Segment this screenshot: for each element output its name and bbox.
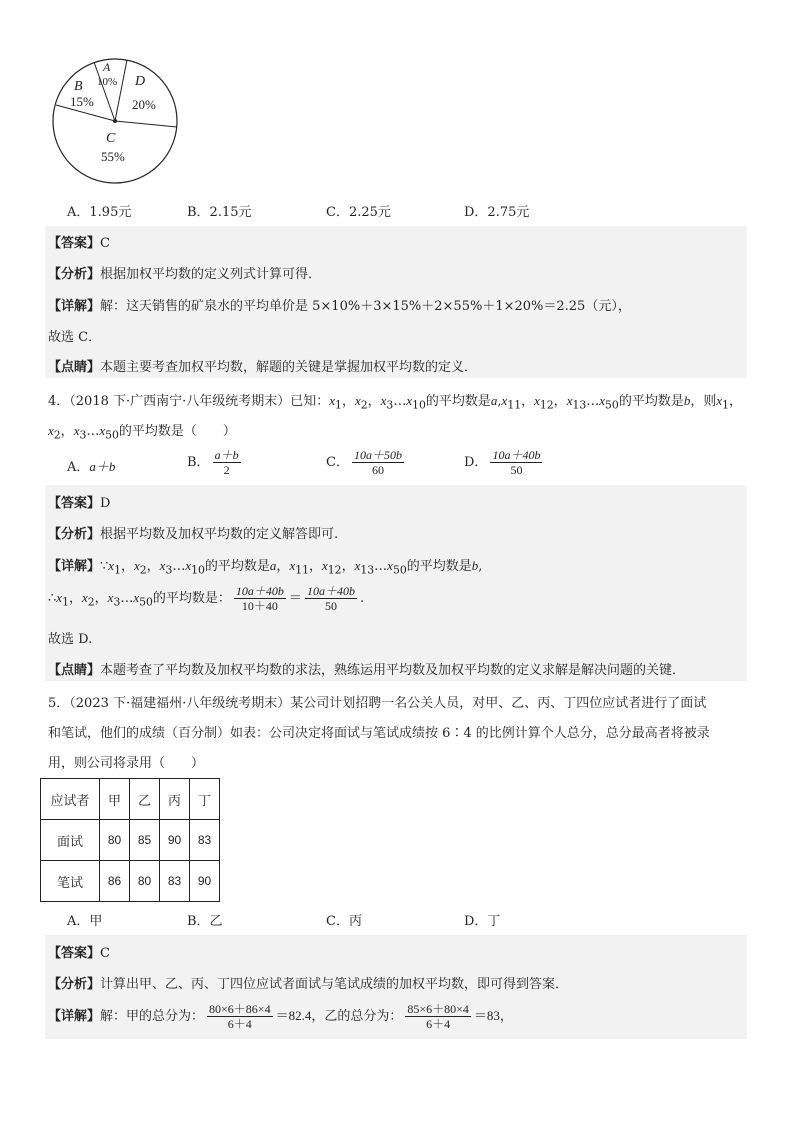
q3-comment: 【点睛】本题主要考查加权平均数，解题的关键是掌握加权平均数的定义． (48, 360, 478, 375)
q4-option-d: D． $\frac{10a+40b}{50}$ (464, 448, 541, 477)
table-cell: 85 (130, 820, 160, 861)
pie-slice-a-label: A (103, 60, 111, 74)
q4-option-b: B． $\frac{a+b}{2}$ (187, 448, 239, 477)
q5-option-d: D．丁 (464, 914, 501, 929)
q5-option-a: A．甲 (67, 914, 103, 929)
q3-answer: 【答案】C (48, 236, 110, 251)
q4-detail-line1: 【详解】$\because x_1$，$x_2$，$x_3\dots x_{10}$的平均数是a，$x_{11}$，$x_{12}$，$x_{13}\dots x_{50}$的平均数是b, (48, 558, 483, 577)
q5-stem-line3: 用，则公司将录用（ ） (48, 756, 205, 771)
pie-slice-c-label: C (106, 131, 116, 146)
q4-option-a: A．a＋b (67, 459, 116, 475)
table-row (41, 820, 220, 861)
q5-analysis: 【分析】计算出甲、乙、丙、丁四位应试者面试与笔试成绩的加权平均数，即可得到答案． (48, 977, 569, 992)
pie-divider-dc (115, 121, 177, 127)
q5-option-c: C．丙 (326, 914, 362, 929)
table-header-cell: 应试者 (41, 779, 100, 820)
pie-slice-d-label: D (135, 74, 146, 89)
table-header-cell: 丙 (160, 779, 190, 820)
q3-option-d: D．2.75元 (464, 205, 530, 220)
pie-slice-b-label: B (74, 79, 83, 94)
table-header-cell: 甲 (100, 779, 130, 820)
table-header-row (41, 779, 220, 820)
q3-detail: 【详解】解：这天销售的矿泉水的平均单价是 5×10%＋3×15%＋2×55%＋1×20%＝2.25（元）， (48, 299, 631, 314)
q5-detail: 【详解】解：甲的总分为： $\frac{80\times 6+86\times 4}{6+4}$ ＝82.4，乙的总分为： $\frac{85\times 6+80\times 4}{6+4}$ ＝83， (48, 1002, 513, 1031)
q4-choose: 故选 D. (48, 632, 93, 647)
q4-answer: 【答案】D (48, 496, 111, 511)
q4-analysis: 【分析】根据平均数及加权平均数的定义解答即可. (48, 527, 339, 542)
q3-choose: 故选 C． (48, 330, 102, 345)
q4-solution-block (45, 485, 747, 681)
pie-slice-a-value: 10% (97, 76, 118, 88)
q4-detail-line2: $\therefore x_1$，$x_2$，$x_3\dots x_{50}$的平均数是： $\frac{10a+40b}{10+40}$ ＝ $\frac{10a+40b}{50}$ . (48, 584, 365, 613)
q4-option-c: C． $\frac{10a+50b}{60}$ (326, 448, 402, 477)
pie-slice-d-value: 20% (132, 97, 156, 112)
table-header-cell: 丁 (190, 779, 220, 820)
q3-analysis: 【分析】根据加权平均数的定义列式计算可得． (48, 267, 322, 282)
q3-option-b: B．2.15元 (187, 205, 252, 220)
table-cell: 83 (190, 820, 220, 861)
pie-slice-b-value: 15% (70, 94, 94, 109)
table-header-cell: 乙 (130, 779, 160, 820)
q4-comment: 【点睛】本题考查了平均数及加权平均数的求法，熟练运用平均数及加权平均数的定义求解是解决问题的关键． (48, 663, 686, 678)
q5-stem-line1: 5．（2023 下·福建福州·八年级统考期末）某公司计划招聘一名公关人员，对甲、乙、丙、丁四位应试者进行了面试 (48, 696, 707, 711)
pie-divider-ad (115, 60, 127, 121)
table-cell: 90 (190, 861, 220, 902)
q5-stem-line2: 和笔试，他们的成绩（百分制）如表：公司决定将面试与笔试成绩按 6∶4 的比例计算个人总分，总分最高者将被录 (48, 726, 710, 741)
table-cell: 83 (160, 861, 190, 902)
q5-option-b: B．乙 (187, 914, 223, 929)
table-cell: 80 (100, 820, 130, 861)
table-cell: 86 (100, 861, 130, 902)
table-row (41, 861, 220, 902)
table-cell: 90 (160, 820, 190, 861)
q5-answer: 【答案】C (48, 946, 110, 961)
table-cell: 面试 (41, 820, 100, 861)
q4-stem-line1: 4．（2018 下·广西南宁·八年级统考期末）已知：$x_1$，$x_2$，$x_3\dots x_{10}$的平均数是$a,x_{11}$，$x_{12}$，$x_{13}\dots x_{50}$的平均数是b，则$x_1$， (48, 393, 743, 412)
q3-option-a: A．1.95元 (67, 205, 132, 220)
table-cell: 笔试 (41, 861, 100, 902)
pie-slice-c-value: 55% (101, 149, 125, 164)
pie-center (113, 119, 117, 123)
q4-stem-line2: $x_2$，$x_3\dots x_{50}$的平均数是（ ） (48, 423, 236, 442)
q3-option-c: C．2.25元 (326, 205, 391, 220)
table-cell: 80 (130, 861, 160, 902)
scores-table (40, 778, 220, 902)
